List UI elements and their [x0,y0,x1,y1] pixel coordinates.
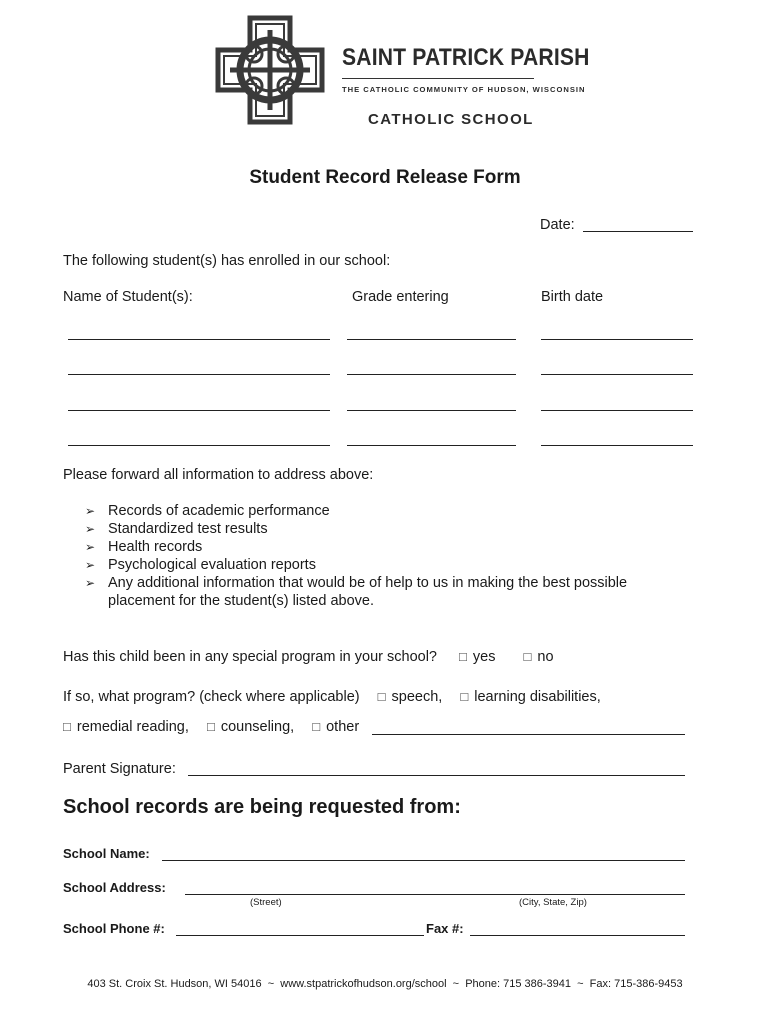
list-item: ➢ Psychological evaluation reports [63,556,683,574]
counseling-checkbox[interactable]: □ [206,719,215,734]
fax-field[interactable] [470,935,685,936]
speech-label: speech, [391,689,443,705]
counseling-label: counseling, [220,719,295,735]
logo [214,14,326,126]
grade-field[interactable] [347,410,516,411]
student-name-field[interactable] [68,374,330,375]
list-item: ➢ Standardized test results [63,520,683,538]
catholic-school-label: CATHOLIC SCHOOL [368,111,534,128]
birth-date-field[interactable] [541,445,693,446]
list-item: ➢ Records of academic performance [63,502,683,520]
grade-field[interactable] [347,374,516,375]
column-name-label: Name of Student(s): [63,289,193,305]
parish-name: SAINT PATRICK PARISH [342,44,590,71]
school-name-label: School Name: [63,846,150,861]
student-name-field[interactable] [68,410,330,411]
no-label: no [537,649,554,665]
special-program-row [63,649,554,665]
grade-field[interactable] [347,339,516,340]
other-checkbox[interactable]: □ [312,719,321,734]
learning-disabilities-checkbox[interactable]: □ [460,689,469,704]
footer-contact: 403 St. Croix St. Hudson, WI 54016 ~ www.stpatrickofhudson.org/school ~ Phone: 715 386-3941 ~ Fax: 715-386-9453 [87,978,683,990]
birth-date-field[interactable] [541,374,693,375]
school-phone-label: School Phone #: [63,921,165,936]
city-state-zip-caption: (City, State, Zip) [519,897,587,908]
yes-checkbox[interactable]: □ [459,649,467,664]
date-label: Date: [540,217,575,233]
list-item: ➢ Any additional information that would be of help to us in making the best possible placement for the student(s) listed above. [63,574,683,610]
school-name-field[interactable] [162,860,685,861]
student-name-field[interactable] [68,445,330,446]
speech-checkbox[interactable]: □ [377,689,386,704]
celtic-cross-icon [214,14,326,126]
program-row [63,689,601,705]
remedial-reading-checkbox[interactable]: □ [63,719,71,734]
remedial-reading-label: remedial reading, [76,719,189,735]
parent-signature-label: Parent Signature: [63,761,176,777]
other-label: other [326,719,360,735]
special-program-question: Has this child been in any special program in your school? [63,649,437,665]
school-address-field[interactable] [185,894,685,895]
program-question: If so, what program? (check where applicable) [63,689,360,705]
date-field[interactable] [583,231,693,232]
student-name-field[interactable] [68,339,330,340]
page-title: Student Record Release Form [249,167,521,188]
fax-label: Fax #: [426,921,464,936]
yes-label: yes [472,649,496,665]
school-phone-field[interactable] [176,935,424,936]
column-grade-label: Grade entering [352,289,449,305]
community-tagline: THE CATHOLIC COMMUNITY OF HUDSON, WISCONSIN [342,85,586,94]
birth-date-field[interactable] [541,410,693,411]
list-item: ➢ Health records [63,538,683,556]
parent-signature-field[interactable] [188,775,685,776]
column-birth-label: Birth date [541,289,604,305]
enrolled-text: The following student(s) has enrolled in our school: [63,253,391,269]
street-caption: (Street) [250,897,282,908]
other-program-field[interactable] [372,734,685,735]
request-heading: School records are being requested from: [63,796,461,818]
birth-date-field[interactable] [541,339,693,340]
forward-text: Please forward all information to address above: [63,467,374,483]
program-row-2 [63,719,359,735]
records-list [63,502,683,610]
school-address-label: School Address: [63,880,166,895]
grade-field[interactable] [347,445,516,446]
logo-rule [342,78,534,79]
no-checkbox[interactable]: □ [523,649,532,664]
learning-disabilities-label: learning disabilities, [474,689,601,705]
